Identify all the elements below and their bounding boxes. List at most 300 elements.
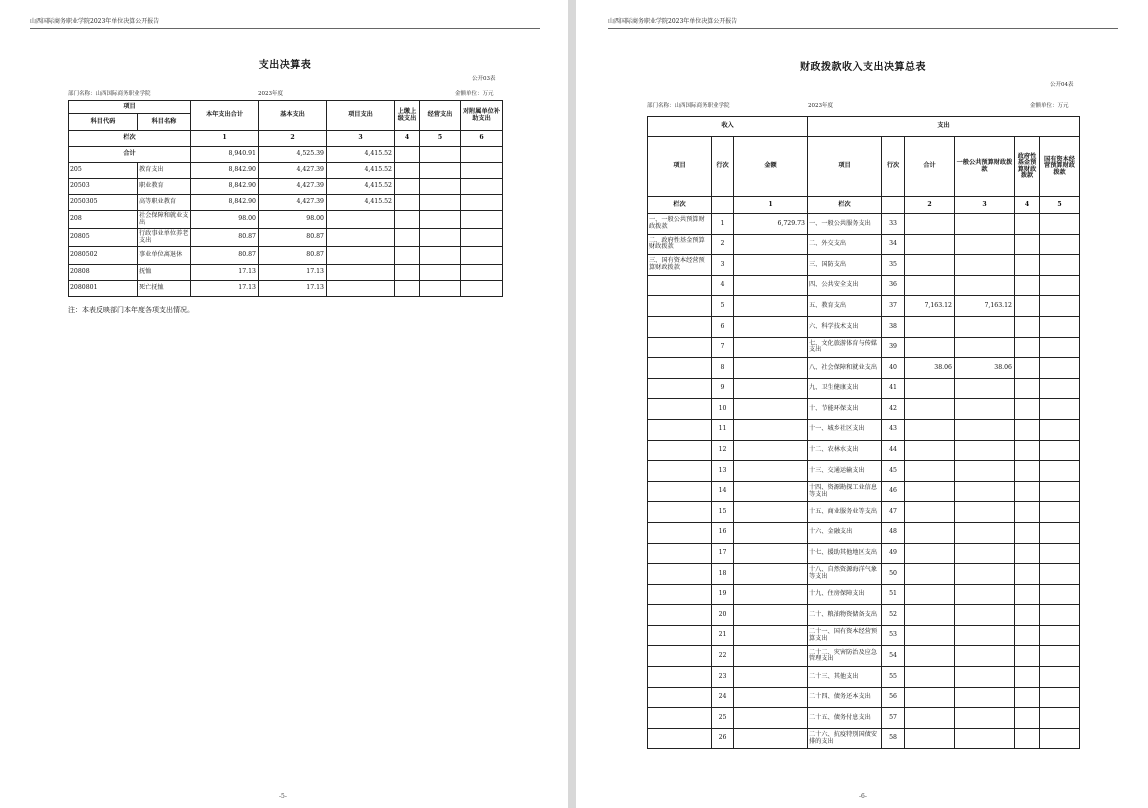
- income-row-number: 16: [712, 522, 734, 543]
- income-row-number: 14: [712, 481, 734, 502]
- income-amount: [734, 337, 808, 358]
- value-cell: 17.13: [259, 281, 327, 297]
- government-fund-amount: [1015, 646, 1040, 667]
- expense-item: 二、外交支出: [808, 234, 882, 255]
- value-cell: [327, 281, 395, 297]
- income-row-number: 12: [712, 440, 734, 461]
- table-row: [648, 214, 1080, 235]
- header-col-6: 对附属单位补助支出: [461, 101, 503, 131]
- income-row-number: 23: [712, 667, 734, 688]
- income-row-number: 22: [712, 646, 734, 667]
- table-row: [648, 399, 1080, 420]
- income-header: 收入: [648, 117, 808, 137]
- income-item: [648, 667, 712, 688]
- income-amount: [734, 522, 808, 543]
- value-cell: [420, 229, 461, 247]
- lanci-cell: 1: [734, 197, 808, 214]
- expense-row-number: 51: [882, 584, 905, 605]
- government-fund-amount: [1015, 378, 1040, 399]
- expense-item: 十、节能环保支出: [808, 399, 882, 420]
- income-row-number: 20: [712, 605, 734, 626]
- total-cell: [461, 147, 503, 163]
- expense-row-number: 57: [882, 708, 905, 729]
- expense-total: [905, 564, 955, 585]
- general-budget-amount: [955, 440, 1015, 461]
- income-item: [648, 605, 712, 626]
- income-item: [648, 728, 712, 749]
- table-row: [648, 358, 1080, 379]
- income-row-number: 26: [712, 728, 734, 749]
- state-capital-amount: [1040, 646, 1080, 667]
- expense-row-number: 40: [882, 358, 905, 379]
- state-capital-amount: [1040, 481, 1080, 502]
- header-state-capital: 国有资本经营预算财政拨款: [1040, 137, 1080, 197]
- value-cell: [395, 179, 420, 195]
- subject-code: 20503: [69, 179, 138, 195]
- state-capital-amount: [1040, 543, 1080, 564]
- page-number: -5-: [279, 793, 287, 800]
- income-row-number: 19: [712, 584, 734, 605]
- income-amount: [734, 708, 808, 729]
- header-expense-item: 项目: [808, 137, 882, 197]
- income-amount: [734, 234, 808, 255]
- expense-total: [905, 214, 955, 235]
- state-capital-amount: [1040, 605, 1080, 626]
- income-item: 三、国有资本经营预算财政拨款: [648, 255, 712, 276]
- state-capital-amount: [1040, 522, 1080, 543]
- table-title: 财政拨款收入支出决算总表: [800, 62, 926, 73]
- value-cell: 8,842.90: [191, 179, 259, 195]
- expense-item: 三、国防支出: [808, 255, 882, 276]
- lanci-cell: 2: [905, 197, 955, 214]
- table-row: [648, 687, 1080, 708]
- subject-code: 2050305: [69, 195, 138, 211]
- subject-name: 事业单位离退休: [138, 247, 191, 265]
- expense-total: [905, 625, 955, 646]
- subject-name: 职业教育: [138, 179, 191, 195]
- value-cell: 4,415.52: [327, 179, 395, 195]
- government-fund-amount: [1015, 728, 1040, 749]
- expense-row-number: 49: [882, 543, 905, 564]
- expense-item: 五、教育支出: [808, 296, 882, 317]
- income-amount: [734, 481, 808, 502]
- table-row: [69, 265, 503, 281]
- form-code: 公开04表: [1050, 82, 1074, 88]
- income-row-number: 4: [712, 275, 734, 296]
- header-income-row: 行次: [712, 137, 734, 197]
- government-fund-amount: [1015, 564, 1040, 585]
- income-amount: [734, 687, 808, 708]
- state-capital-amount: [1040, 708, 1080, 729]
- value-cell: [395, 211, 420, 229]
- expense-total: [905, 667, 955, 688]
- page-right: [576, 0, 1148, 808]
- government-fund-amount: [1015, 358, 1040, 379]
- lanci-cell: 6: [461, 131, 503, 147]
- government-fund-amount: [1015, 605, 1040, 626]
- income-row-number: 7: [712, 337, 734, 358]
- state-capital-amount: [1040, 625, 1080, 646]
- general-budget-amount: [955, 234, 1015, 255]
- table-row: [648, 440, 1080, 461]
- lanci-label: 栏次: [648, 197, 712, 214]
- government-fund-amount: [1015, 296, 1040, 317]
- table-row: [648, 564, 1080, 585]
- expense-item: 一、一般公共服务支出: [808, 214, 882, 235]
- income-amount: [734, 275, 808, 296]
- income-amount: [734, 378, 808, 399]
- header-col-5: 经营支出: [420, 101, 461, 131]
- expense-row-number: 44: [882, 440, 905, 461]
- subject-code: 20805: [69, 229, 138, 247]
- expense-item: 二十一、国有资本经营预算支出: [808, 625, 882, 646]
- government-fund-amount: [1015, 316, 1040, 337]
- total-cell: 8,940.91: [191, 147, 259, 163]
- income-row-number: 25: [712, 708, 734, 729]
- expense-total: [905, 378, 955, 399]
- header-col-2: 基本支出: [259, 101, 327, 131]
- header-general-budget: 一般公共预算财政拨款: [955, 137, 1015, 197]
- page-number: -6-: [859, 793, 867, 800]
- fiscal-year: 2023年度: [258, 91, 283, 97]
- expense-item: 八、社会保障和就业支出: [808, 358, 882, 379]
- header-government-fund: 政府性基金预算财政拨款: [1015, 137, 1040, 197]
- income-row-number: 6: [712, 316, 734, 337]
- government-fund-amount: [1015, 708, 1040, 729]
- table-row: [69, 229, 503, 247]
- income-row-number: 24: [712, 687, 734, 708]
- table-row: [648, 543, 1080, 564]
- expense-row-number: 42: [882, 399, 905, 420]
- expense-item: 六、科学技术支出: [808, 316, 882, 337]
- expense-total: [905, 728, 955, 749]
- expense-item: 二十三、其他支出: [808, 667, 882, 688]
- general-budget-amount: [955, 419, 1015, 440]
- expense-row-number: 48: [882, 522, 905, 543]
- government-fund-amount: [1015, 419, 1040, 440]
- lanci-cell: [882, 197, 905, 214]
- income-amount: [734, 646, 808, 667]
- income-amount: [734, 584, 808, 605]
- income-item: [648, 564, 712, 585]
- table-row: [648, 296, 1080, 317]
- table-row: [69, 163, 503, 179]
- general-budget-amount: [955, 543, 1015, 564]
- general-budget-amount: [955, 378, 1015, 399]
- header-col-3: 项目支出: [327, 101, 395, 131]
- value-cell: 4,427.39: [259, 163, 327, 179]
- header-code: 科目代码: [69, 114, 138, 131]
- income-amount: [734, 440, 808, 461]
- value-cell: 80.87: [259, 229, 327, 247]
- lanci-cell: 4: [1015, 197, 1040, 214]
- value-cell: [327, 247, 395, 265]
- government-fund-amount: [1015, 522, 1040, 543]
- total-label: 合计: [69, 147, 191, 163]
- general-budget-amount: [955, 625, 1015, 646]
- value-cell: [420, 247, 461, 265]
- header-col-1: 本年支出合计: [191, 101, 259, 131]
- state-capital-amount: [1040, 296, 1080, 317]
- subject-name: 行政事业单位养老支出: [138, 229, 191, 247]
- income-row-number: 2: [712, 234, 734, 255]
- state-capital-amount: [1040, 564, 1080, 585]
- expense-item: 四、公共安全支出: [808, 275, 882, 296]
- value-cell: [395, 281, 420, 297]
- expense-total: [905, 234, 955, 255]
- value-cell: 4,415.52: [327, 195, 395, 211]
- income-item: [648, 708, 712, 729]
- income-item: [648, 646, 712, 667]
- expense-item: 十二、农林水支出: [808, 440, 882, 461]
- lanci-cell: 4: [395, 131, 420, 147]
- table-row: [648, 522, 1080, 543]
- lanci-label: 栏次: [808, 197, 882, 214]
- expense-total: [905, 543, 955, 564]
- state-capital-amount: [1040, 667, 1080, 688]
- government-fund-amount: [1015, 461, 1040, 482]
- expense-total: [905, 255, 955, 276]
- table-row: [648, 378, 1080, 399]
- subject-name: 高等职业教育: [138, 195, 191, 211]
- table-row: [648, 625, 1080, 646]
- value-cell: [420, 163, 461, 179]
- value-cell: 17.13: [191, 265, 259, 281]
- expenditure-table: [68, 100, 503, 297]
- lanci-cell: 3: [327, 131, 395, 147]
- income-row-number: 1: [712, 214, 734, 235]
- expense-item: 十四、资源勘探工业信息等支出: [808, 481, 882, 502]
- general-budget-amount: [955, 708, 1015, 729]
- income-amount: [734, 667, 808, 688]
- header-name: 科目名称: [138, 114, 191, 131]
- value-cell: 80.87: [191, 229, 259, 247]
- expense-total: [905, 502, 955, 523]
- value-cell: [461, 229, 503, 247]
- state-capital-amount: [1040, 255, 1080, 276]
- value-cell: [461, 179, 503, 195]
- value-cell: [395, 163, 420, 179]
- general-budget-amount: [955, 584, 1015, 605]
- state-capital-amount: [1040, 214, 1080, 235]
- expense-total: [905, 687, 955, 708]
- income-row-number: 10: [712, 399, 734, 420]
- expense-item: 十三、交通运输支出: [808, 461, 882, 482]
- expense-item: 十六、金融支出: [808, 522, 882, 543]
- government-fund-amount: [1015, 440, 1040, 461]
- header-item: 项目: [69, 101, 191, 114]
- subject-code: 20808: [69, 265, 138, 281]
- header-rule: [608, 28, 1118, 29]
- expense-total: [905, 275, 955, 296]
- government-fund-amount: [1015, 667, 1040, 688]
- expense-row-number: 55: [882, 667, 905, 688]
- government-fund-amount: [1015, 337, 1040, 358]
- income-item: [648, 687, 712, 708]
- value-cell: [461, 281, 503, 297]
- header-income-amount: 金额: [734, 137, 808, 197]
- header-total: 合计: [905, 137, 955, 197]
- value-cell: [461, 211, 503, 229]
- state-capital-amount: [1040, 687, 1080, 708]
- general-budget-amount: [955, 646, 1015, 667]
- state-capital-amount: [1040, 275, 1080, 296]
- expenditure-rows: [69, 163, 503, 297]
- expense-total: [905, 708, 955, 729]
- value-cell: [395, 229, 420, 247]
- expense-total: 38.06: [905, 358, 955, 379]
- income-item: [648, 358, 712, 379]
- value-cell: 98.00: [191, 211, 259, 229]
- general-budget-amount: [955, 214, 1015, 235]
- value-cell: 17.13: [259, 265, 327, 281]
- page-header: 山西国际商务职业学院2023年单位决算公开报告: [608, 18, 738, 25]
- general-budget-amount: [955, 667, 1015, 688]
- table-row: [648, 605, 1080, 626]
- table-row: [648, 728, 1080, 749]
- government-fund-amount: [1015, 214, 1040, 235]
- income-item: [648, 399, 712, 420]
- expense-total: [905, 337, 955, 358]
- table-row: [69, 281, 503, 297]
- general-budget-amount: [955, 316, 1015, 337]
- state-capital-amount: [1040, 234, 1080, 255]
- subject-name: 抚恤: [138, 265, 191, 281]
- header-income-item: 项目: [648, 137, 712, 197]
- value-cell: [395, 195, 420, 211]
- expense-total: [905, 419, 955, 440]
- expense-item: 十五、商业服务业等支出: [808, 502, 882, 523]
- income-row-number: 13: [712, 461, 734, 482]
- page-left: [0, 0, 568, 808]
- expense-row-number: 54: [882, 646, 905, 667]
- table-row: [648, 461, 1080, 482]
- income-item: [648, 296, 712, 317]
- table-row: [648, 481, 1080, 502]
- general-budget-amount: [955, 255, 1015, 276]
- table-row: [648, 584, 1080, 605]
- general-budget-amount: [955, 728, 1015, 749]
- general-budget-amount: [955, 461, 1015, 482]
- lanci-label: 栏次: [69, 131, 191, 147]
- government-fund-amount: [1015, 543, 1040, 564]
- expense-row-number: 52: [882, 605, 905, 626]
- income-amount: [734, 728, 808, 749]
- government-fund-amount: [1015, 687, 1040, 708]
- expense-row-number: 56: [882, 687, 905, 708]
- income-row-number: 18: [712, 564, 734, 585]
- income-item: [648, 502, 712, 523]
- subject-name: 社会保障和就业支出: [138, 211, 191, 229]
- general-budget-amount: [955, 275, 1015, 296]
- expense-row-number: 45: [882, 461, 905, 482]
- expense-item: 十一、城乡社区支出: [808, 419, 882, 440]
- income-row-number: 8: [712, 358, 734, 379]
- government-fund-amount: [1015, 255, 1040, 276]
- expense-header: 支出: [808, 117, 1080, 137]
- subject-code: 2080502: [69, 247, 138, 265]
- income-amount: [734, 625, 808, 646]
- income-row-number: 21: [712, 625, 734, 646]
- subject-code: 205: [69, 163, 138, 179]
- expense-row-number: 39: [882, 337, 905, 358]
- income-amount: [734, 605, 808, 626]
- income-row-number: 3: [712, 255, 734, 276]
- table-title: 支出决算表: [258, 60, 312, 71]
- income-amount: [734, 419, 808, 440]
- income-item: [648, 584, 712, 605]
- table-row: [648, 502, 1080, 523]
- state-capital-amount: [1040, 399, 1080, 420]
- value-cell: [461, 247, 503, 265]
- table-row: [69, 247, 503, 265]
- general-budget-amount: [955, 481, 1015, 502]
- table-row: [648, 419, 1080, 440]
- value-cell: [420, 179, 461, 195]
- table-row: [648, 255, 1080, 276]
- expense-total: 7,163.12: [905, 296, 955, 317]
- income-row-number: 11: [712, 419, 734, 440]
- state-capital-amount: [1040, 316, 1080, 337]
- value-cell: [327, 229, 395, 247]
- table-row: [69, 195, 503, 211]
- government-fund-amount: [1015, 275, 1040, 296]
- state-capital-amount: [1040, 584, 1080, 605]
- table-row: [648, 708, 1080, 729]
- header-rule: [30, 28, 540, 29]
- expense-row-number: 35: [882, 255, 905, 276]
- expense-total: [905, 440, 955, 461]
- expense-item: 十九、住房保障支出: [808, 584, 882, 605]
- value-cell: 8,842.90: [191, 195, 259, 211]
- income-item: [648, 440, 712, 461]
- total-cell: [420, 147, 461, 163]
- income-item: [648, 337, 712, 358]
- expense-total: [905, 605, 955, 626]
- lanci-cell: 5: [1040, 197, 1080, 214]
- department-name: 部门名称：山西国际商务职业学院: [647, 103, 730, 109]
- government-fund-amount: [1015, 502, 1040, 523]
- expense-row-number: 41: [882, 378, 905, 399]
- lanci-cell: 5: [420, 131, 461, 147]
- state-capital-amount: [1040, 440, 1080, 461]
- income-item: [648, 522, 712, 543]
- expense-row-number: 58: [882, 728, 905, 749]
- income-item: [648, 316, 712, 337]
- value-cell: 80.87: [259, 247, 327, 265]
- income-item: [648, 461, 712, 482]
- expense-total: [905, 646, 955, 667]
- value-cell: [420, 211, 461, 229]
- income-amount: 6,729.73: [734, 214, 808, 235]
- subject-code: 208: [69, 211, 138, 229]
- fiscal-year: 2023年度: [808, 103, 833, 109]
- state-capital-amount: [1040, 378, 1080, 399]
- general-budget-amount: [955, 522, 1015, 543]
- expense-row-number: 53: [882, 625, 905, 646]
- income-item: 一、一般公共预算财政拨款: [648, 214, 712, 235]
- income-amount: [734, 564, 808, 585]
- income-item: 二、政府性基金预算财政拨款: [648, 234, 712, 255]
- value-cell: 8,842.90: [191, 163, 259, 179]
- expense-row-number: 37: [882, 296, 905, 317]
- expense-total: [905, 399, 955, 420]
- income-amount: [734, 358, 808, 379]
- income-amount: [734, 502, 808, 523]
- lanci-cell: 3: [955, 197, 1015, 214]
- value-cell: [461, 163, 503, 179]
- general-budget-amount: [955, 399, 1015, 420]
